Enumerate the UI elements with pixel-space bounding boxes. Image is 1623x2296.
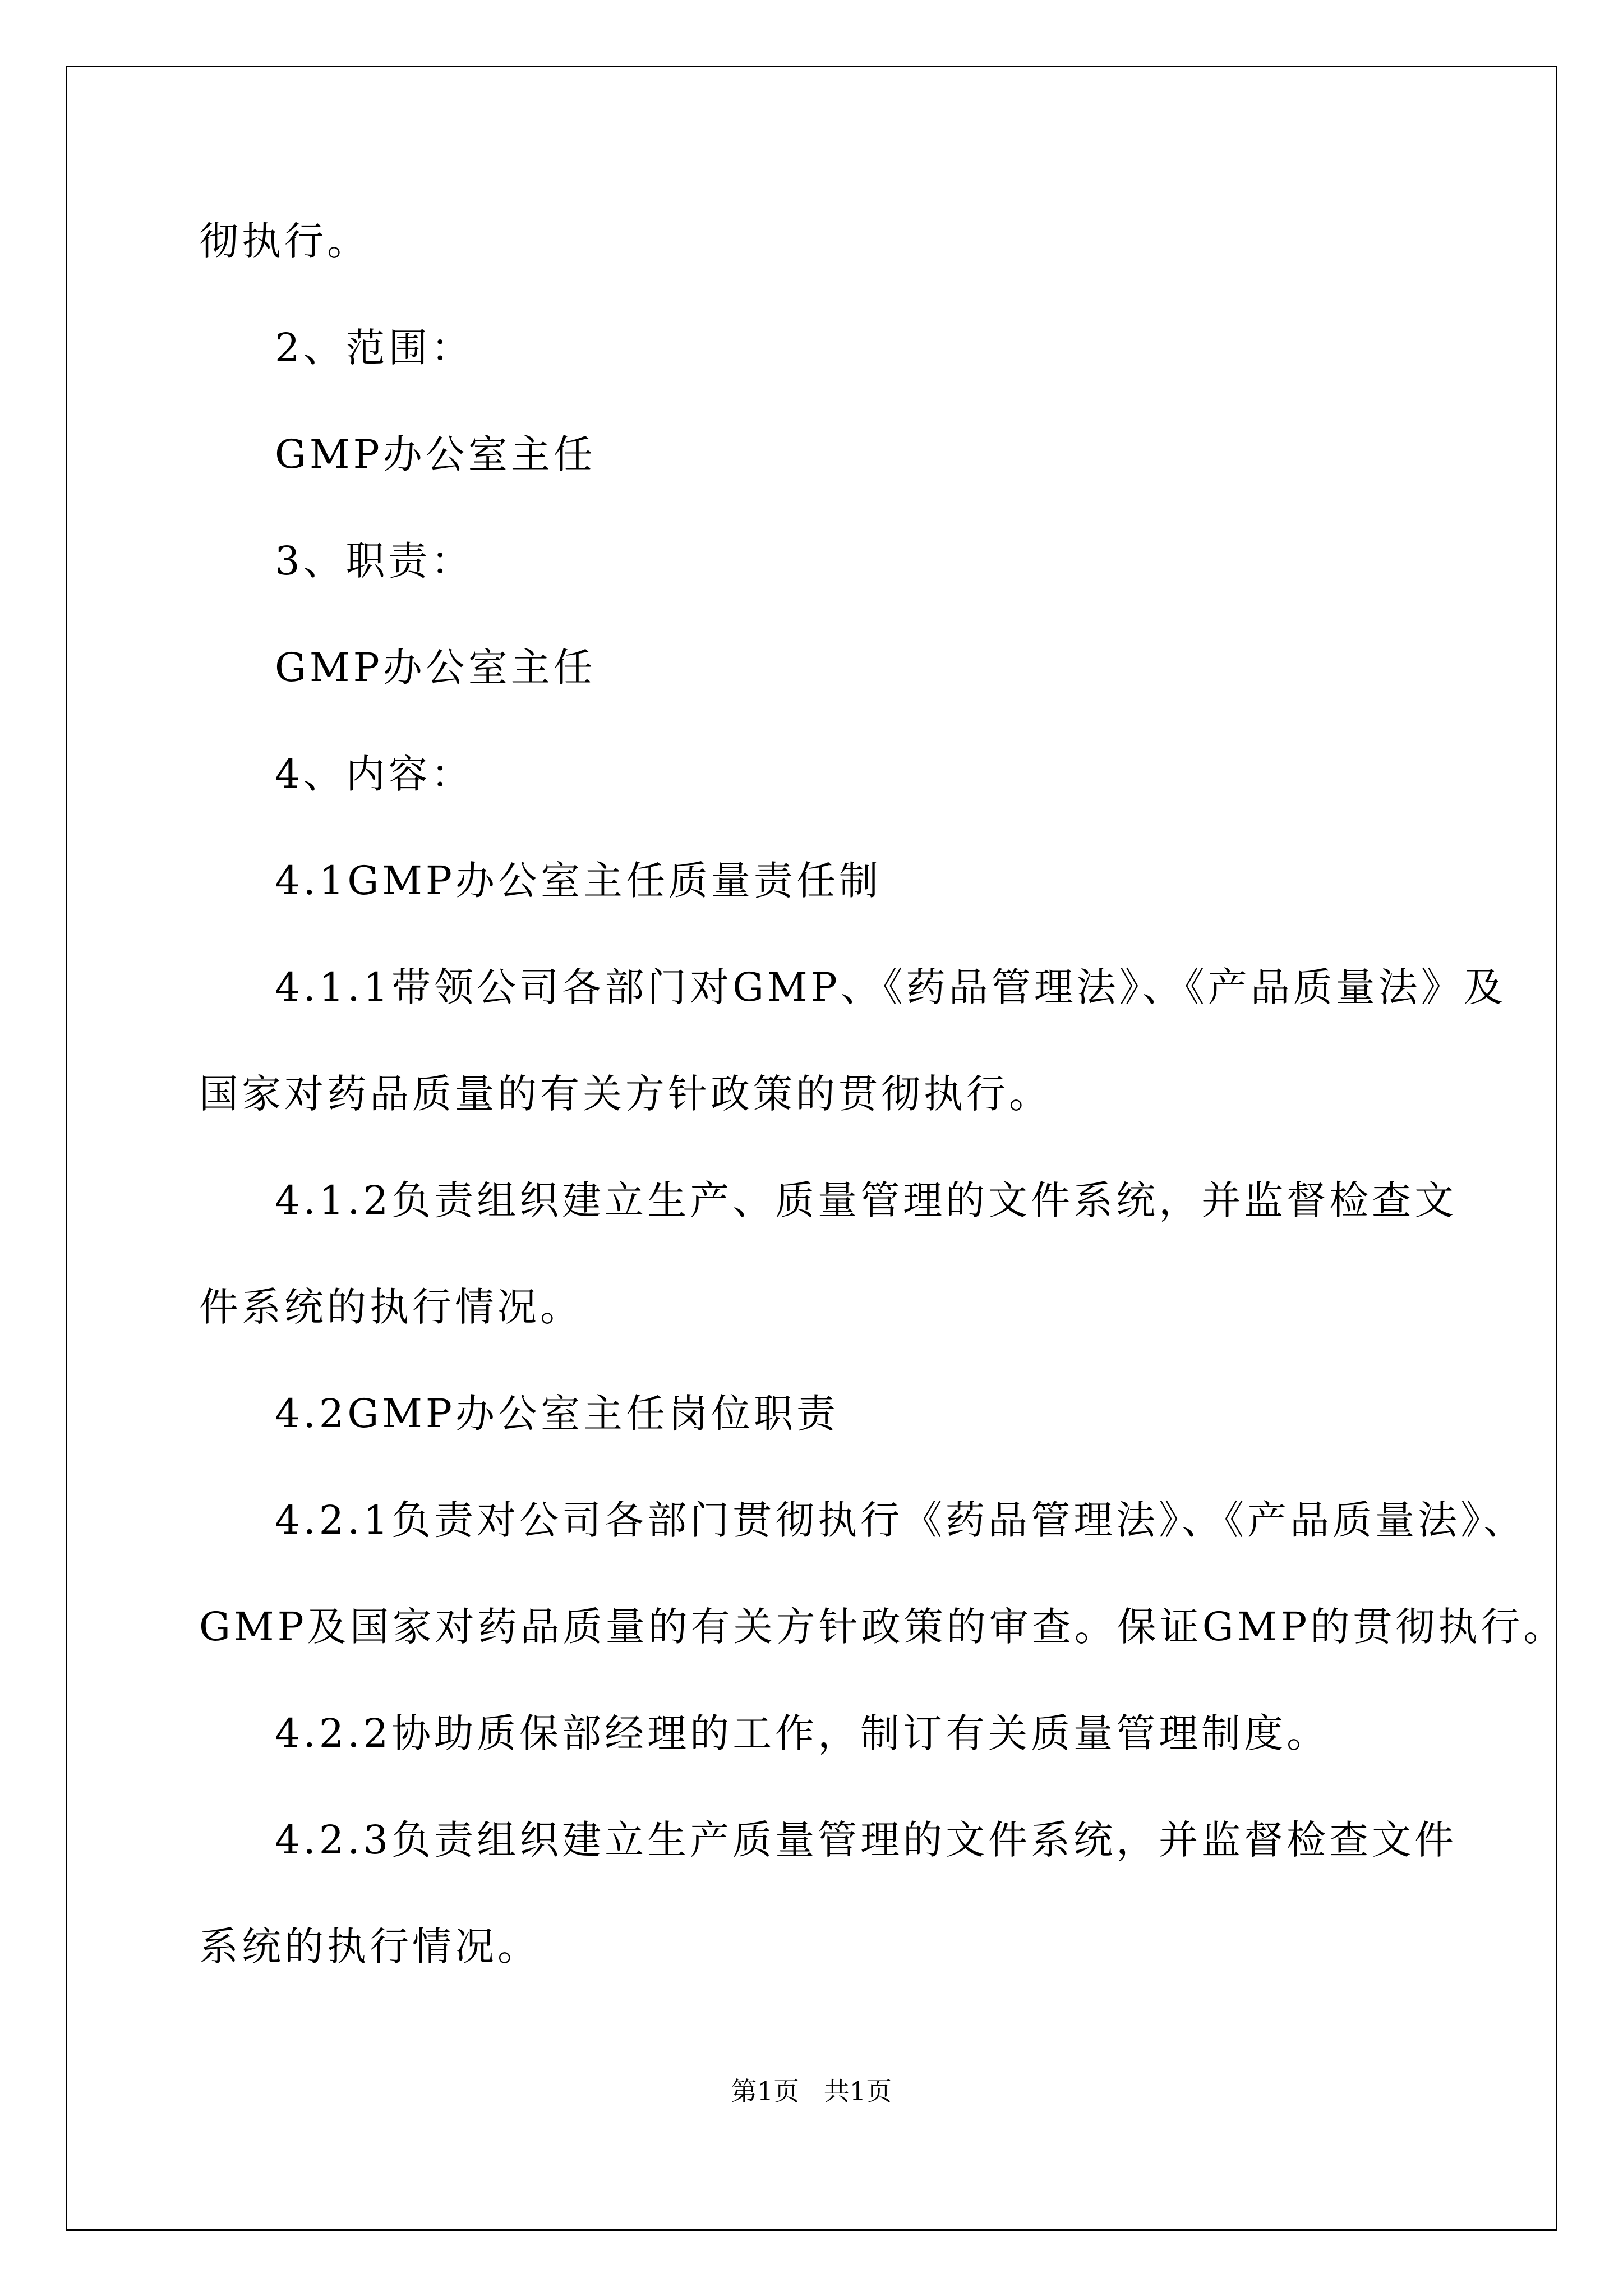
section-heading-scope: 2、范围：: [275, 325, 474, 371]
text-line: 4.1.1带领公司各部门对GMP、《药品管理法》、《产品质量法》及: [275, 964, 1506, 1010]
page-footer: 第1页 共1页: [731, 2076, 892, 2106]
text-line: 国家对药品质量的有关方针政策的贯彻执行。: [199, 1071, 1052, 1117]
text-line: GMP办公室主任: [275, 431, 596, 477]
section-heading-duties: 3、职责：: [275, 538, 474, 584]
subsection-heading: 4.2GMP办公室主任岗位职责: [275, 1391, 840, 1437]
text-line: 4.2.1负责对公司各部门贯彻执行《药品管理法》、《产品质量法》、: [275, 1497, 1527, 1543]
text-line: GMP办公室主任: [275, 645, 596, 691]
section-heading-content: 4、内容：: [275, 751, 474, 797]
text-line: 4.1.2负责组织建立生产、质量管理的文件系统，并监督检查文: [275, 1177, 1458, 1223]
text-line: 系统的执行情况。: [199, 1924, 540, 1970]
subsection-heading: 4.1GMP办公室主任质量责任制: [275, 858, 882, 904]
text-line: GMP及国家对药品质量的有关方针政策的审查。保证GMP的贯彻执行。: [199, 1604, 1566, 1650]
page-border: [66, 66, 1557, 2231]
text-line: 件系统的执行情况。: [199, 1284, 583, 1330]
text-line: 彻执行。: [199, 218, 370, 264]
text-line: 4.2.3负责组织建立生产质量管理的文件系统，并监督检查文件: [275, 1817, 1458, 1863]
text-line: 4.2.2协助质保部经理的工作，制订有关质量管理制度。: [275, 1710, 1330, 1756]
